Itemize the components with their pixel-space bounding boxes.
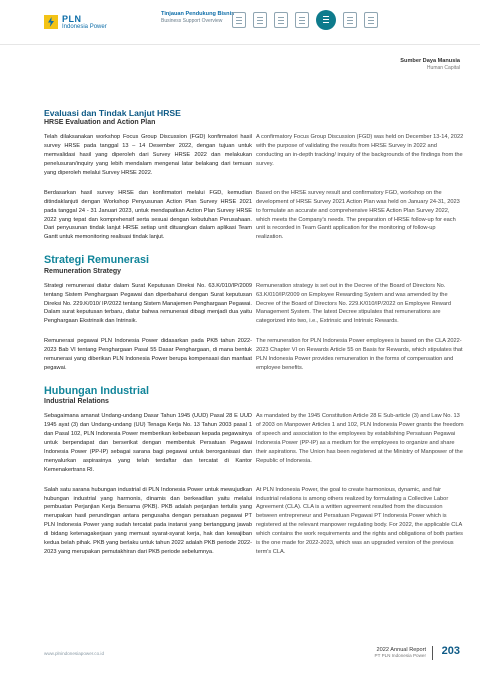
remun-title: Strategi Remunerasi [44, 254, 150, 267]
kicker-title: Sumber Daya Manusia [400, 58, 460, 64]
leaf-icon[interactable] [364, 12, 378, 28]
document-icon[interactable] [232, 12, 246, 28]
industrial-row-2 [44, 486, 464, 557]
eval-p2-en: Based on the HRSE survey result and confirmatory FGD, workshop on the development of HRSE Survey 2021 Action Plan was held on January 24-31, 2023 to formulate an accurate and comprehensive HRSE Action Plan Survey 2022, which meets the Company's needs. The preparation of HRSE follow-up for each unit is recorded in Team Gantt application for the monitoring of follow-up realization. [256, 189, 460, 241]
remun-p2-en: The remuneration for PLN Indonesia Power employees is based on the CLA 2022-2023 Chapter VI on Rewards Article 55 on Basis for Rewards, which stipulates that PLN Indonesia Power provides remuneration in the forms of compensation and employee benefits. [256, 338, 463, 371]
report-title: 2022 Annual Report [376, 647, 426, 653]
remun-p1-id: Strategi remunerasi diatur dalam Surat Keputusan Direksi No. 63.K/010/IP/2009 tentang Sistem Penghargaan Pegawai dan diperbaharui dengan Surat keputusan Direksi No. 229.K/010/ IP/2022 tentang Sistem Manajemen Penghargaan Pegawai. Dalam surat keputusan terbaru, diatur bahwa remunerasi dibagi menjadi dua yaitu Penghargaan Ekstrinsik dan Intrinsik. [44, 282, 252, 325]
header-section-title [161, 11, 234, 24]
industrial-subtitle: Industrial Relations [44, 398, 109, 406]
remun-row-2 [44, 337, 464, 373]
eval-subtitle: HRSE Evaluation and Action Plan [44, 119, 156, 127]
footer-divider [432, 646, 433, 660]
industrial-title: Hubungan Industrial [44, 384, 149, 397]
section-subtitle: Business Support Overview [161, 18, 223, 24]
logo-brand: PLN [62, 13, 82, 24]
lightning-icon [44, 15, 58, 29]
industrial-p2-id: Salah satu sarana hubungan industrial di PLN Indonesia Power untuk mewujudkan hubungan industrial yang harmonis, dinamis dan berkeadilan yaitu melalui pembuatan Perjanjian Kerja Bersama (PKB). PKB adalah perjanjian tertulis yang merupakan hasil perundingan antara pengusaha dengan persatuan pegawai PT PLN Indonesia Power yang sudah tercatat pada instansi yang bertanggung jawab di bidang ketenagakerjaan yang memuat syarat-syarat kerja, hak dan kewajiban kedua belah pihak. PKB yang berlaku untuk tahun 2022 adalah PKB periode 2022-2023 yang merupakan pemutakhiran dari PKB periode sebelumnya. [44, 486, 252, 555]
website-link[interactable]: www.plnindonesiapower.co.id [44, 651, 105, 656]
bars-icon[interactable] [343, 12, 357, 28]
eval-p1-en: A confirmatory Focus Group Discussion (FGD) was held on December 13-14, 2022 with the purpose of validating the results from HRSE Survey in 2022 and conducting an in-depth tracking/ inquiry of the backgrounds of the findings from the survey. [256, 134, 464, 168]
book-icon[interactable] [274, 12, 288, 28]
report-label [375, 647, 427, 658]
chart-icon[interactable] [253, 12, 267, 28]
section-title: Tinjauan Pendukung Bisnis [161, 11, 235, 17]
company-name: PT PLN Indonesia Power [374, 653, 426, 658]
remun-row-1 [44, 282, 464, 327]
pln-logo [44, 10, 107, 34]
chapter-nav [232, 12, 385, 30]
page-footer [44, 646, 460, 660]
building-icon[interactable] [295, 12, 309, 28]
section-kicker [400, 58, 460, 71]
page-number: 203 [441, 645, 460, 657]
people-icon[interactable] [316, 10, 336, 30]
eval-p1-id: Telah dilaksanakan workshop Focus Group Discussion (FGD) konfirmatori hasil survey HRSE pada tanggal 13 – 14 Desember 2022, dengan tujuan untuk memvalidasi hasil yang diperoleh dari Survey HRSE 2022 dan melakukan penelusuran/inquiry yang lebih mendalam mengenai latar belakang dari temuan yang diperoleh melalui Survey HRSE 2022. [44, 134, 252, 176]
industrial-p1-id: Sebagaimana amanat Undang-undang Dasar Tahun 1945 (UUD) Pasal 28 E UUD 1945 ayat (3) dan Undang-undang (UU) Tenaga Kerja No. 13 Tahun 2003 pasal 1 dan Pasal 102, PLN Indonesia Power memberikan kebebasan kepada pegawainya untuk berpendapat dan berserikat dengan membentuk Persatuan Pegawai Indonesia Power (PP-IP) sebagai sarana bagi pegawai untuk berorganisasi dan menyalurkan aspirasinya yang telah terdaftar dan tercatat di Kantor Kemenakertrans RI. [44, 413, 252, 473]
eval-row-1 [44, 133, 464, 178]
remun-p2-id: Remunerasi pegawai PLN Indonesia Power didasarkan pada PKB tahun 2022-2023 Bab VI tentang Penghargaan Pasal 55 Dasar Penghargaan, di mana bentuk remunerasi yang diberikan PLN Indonesia Power berupa kompensasi dan manfaat pegawai. [44, 338, 252, 371]
industrial-row-1 [44, 412, 464, 474]
remun-subtitle: Remuneration Strategy [44, 267, 122, 275]
eval-p2-id: Berdasarkan hasil survey HRSE dan konfirmatori melalui FGD, kemudian ditindaklanjuti dengan Workshop Penyusunan Action Plan Survey HRSE 2021 pada tanggal 24 - 31 Januari 2023, untuk mendapatkan Action Plan Survey HRSE 2022 yang tepat dan komprehensif serta sesuai dengan kebutuhan Perusahaan. Dari penyusunan tindak lanjut HRSE setiap unit dituangkan dalam aplikasi Team Gantt untuk memonitoring realisasi tindak lanjut. [44, 189, 252, 241]
page-content [44, 108, 464, 568]
logo-subtitle: Indonesia Power [62, 23, 107, 30]
page-header [0, 0, 480, 45]
eval-row-2 [44, 189, 464, 242]
remun-p1-en: Remuneration strategy is set out in the Decree of the Board of Directors No. 63.K/010/IP/2009 on Employee Rewarding System and was amended by the Decree of the Board of Directors No. 229.K/010/IP/2022 on Employee Reward Management System. The latest Decree stipulates that remunerations are categorized into two, i.e., Extrinsic and Intrinsic Rewards. [256, 282, 452, 325]
eval-title: Evaluasi dan Tindak Lanjut HRSE [44, 108, 181, 118]
industrial-p1-en: As mandated by the 1945 Constitution Article 28 E Sub-article (3) and Law No. 13 of 2003 on Manpower Articles 1 and 102, PLN Indonesia Power grants the freedom of speech and association to the employees by establishing Persatuan Pegawai Indonesia Power (PP-IP) as a medium for the employees to organize and share their aspirations. The Union has been registered at the Ministry of Manpower of the Republic of Indonesia. [256, 413, 464, 464]
industrial-p2-en: At PLN Indonesia Power, the goal to create harmonious, dynamic, and fair industrial relations is among others realized by formulating a Collective Labor Agreement (CLA). CLA is a written agreement resulted from the discussion between entrepreneur and Persatuan Pegawai PT Indonesia Power which is registered at the relevant manpower regulating body. For 2022, the applicable CLA which contains the work requirements and the rights and obligations of both parties is the one made for 2022-2023, which was an upgraded version of the previous term's CLA. [256, 486, 463, 555]
kicker-subtitle: Human Capital [426, 65, 460, 71]
